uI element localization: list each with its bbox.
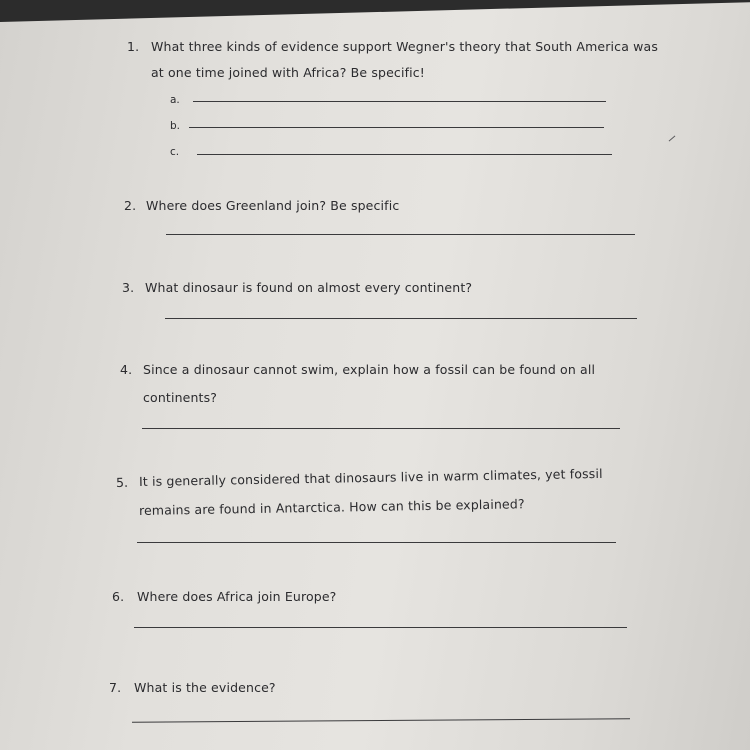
question-number: 3. bbox=[122, 280, 135, 295]
question-text-cont: remains are found in Antarctica. How can this be explained? bbox=[138, 496, 525, 518]
question-text: Where does Africa join Europe? bbox=[137, 589, 337, 604]
question-text: Where does Greenland join? Be specific bbox=[146, 198, 400, 213]
question-number: 7. bbox=[109, 680, 122, 695]
question-number: 5. bbox=[115, 474, 129, 490]
answer-line-1c[interactable] bbox=[197, 154, 612, 155]
question-number: 2. bbox=[124, 198, 137, 213]
question-text: What is the evidence? bbox=[134, 680, 276, 695]
answer-line-3[interactable] bbox=[165, 318, 637, 319]
answer-line-1a[interactable] bbox=[193, 101, 606, 102]
question-text: Since a dinosaur cannot swim, explain how a fossil can be found on all bbox=[143, 362, 596, 377]
answer-line-4[interactable] bbox=[142, 428, 620, 429]
sub-item-label: c. bbox=[170, 146, 180, 158]
question-number: 1. bbox=[127, 39, 140, 54]
page-edge-shadow bbox=[0, 0, 750, 22]
answer-line-2[interactable] bbox=[166, 234, 635, 235]
question-number: 6. bbox=[112, 589, 125, 604]
question-text-cont: continents? bbox=[143, 390, 218, 405]
question-text: What dinosaur is found on almost every continent? bbox=[145, 280, 473, 295]
question-text: It is generally considered that dinosaurs live in warm climates, yet fossil bbox=[138, 465, 603, 489]
pen-mark bbox=[669, 136, 676, 142]
answer-line-5[interactable] bbox=[137, 542, 616, 543]
answer-line-7[interactable] bbox=[132, 718, 630, 722]
sub-item-label: b. bbox=[170, 120, 181, 132]
answer-line-6[interactable] bbox=[134, 627, 627, 628]
question-text-cont: at one time joined with Africa? Be specific! bbox=[151, 65, 425, 80]
sub-item-label: a. bbox=[170, 94, 180, 106]
answer-line-1b[interactable] bbox=[189, 127, 604, 128]
question-text: What three kinds of evidence support Wegner's theory that South America was bbox=[151, 39, 658, 54]
question-number: 4. bbox=[120, 362, 133, 377]
